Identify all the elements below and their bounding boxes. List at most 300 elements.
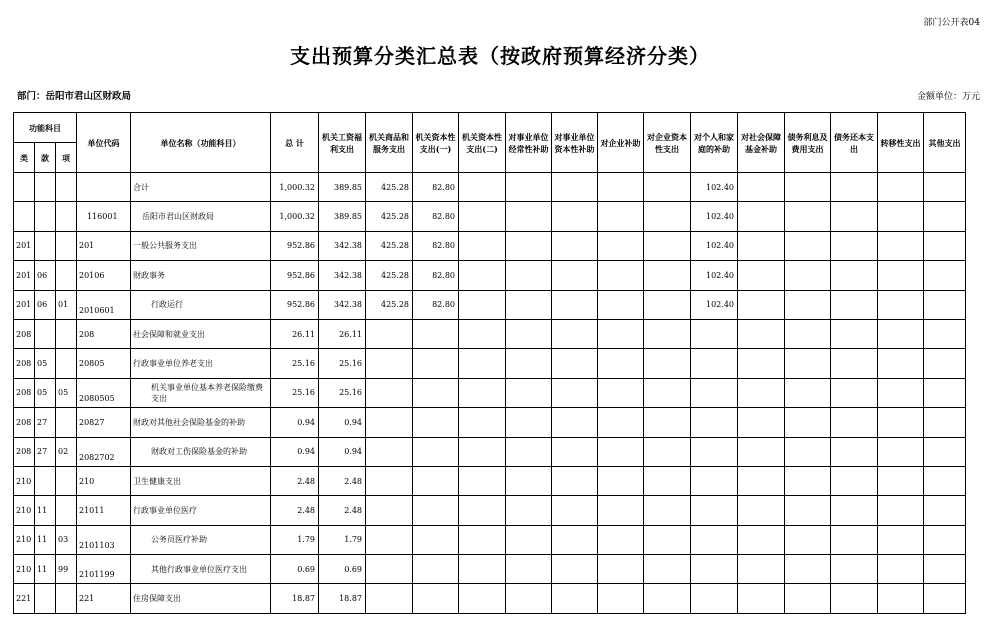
cell-c11: [785, 496, 831, 525]
cell-total: 0.94: [271, 437, 319, 466]
cell-c2: [366, 408, 413, 437]
cell-c7: [598, 319, 644, 348]
cell-code: 2010601: [77, 290, 131, 319]
cell-c4: [459, 173, 506, 202]
cell-c9: [691, 525, 738, 554]
col-header-7: 对企业补助: [598, 113, 644, 173]
col-header-1: 机关工资福利支出: [319, 113, 366, 173]
cell-c8: [644, 437, 691, 466]
cell-lei: 208: [14, 408, 35, 437]
cell-c5: [506, 378, 552, 407]
cell-code: [77, 173, 131, 202]
cell-c5: [506, 437, 552, 466]
cell-c13: [878, 261, 924, 290]
col-header-8: 对企业资本性支出: [644, 113, 691, 173]
cell-lei: 208: [14, 437, 35, 466]
cell-c11: [785, 555, 831, 584]
cell-c5: [506, 231, 552, 260]
col-header-4: 机关资本性支出(二): [459, 113, 506, 173]
cell-c4: [459, 261, 506, 290]
cell-kuan: 06: [35, 261, 56, 290]
cell-c2: [366, 466, 413, 495]
cell-c2: [366, 437, 413, 466]
cell-xiang: [56, 261, 77, 290]
cell-c12: [831, 319, 878, 348]
cell-c10: [738, 378, 785, 407]
cell-c11: [785, 349, 831, 378]
cell-c12: [831, 378, 878, 407]
cell-c12: [831, 290, 878, 319]
cell-c9: [691, 437, 738, 466]
cell-c14: [924, 290, 966, 319]
cell-c3: [413, 319, 459, 348]
cell-kuan: [35, 173, 56, 202]
cell-kuan: 11: [35, 525, 56, 554]
cell-c10: [738, 231, 785, 260]
cell-c1: 1.79: [319, 525, 366, 554]
cell-c7: [598, 231, 644, 260]
cell-c10: [738, 261, 785, 290]
cell-lei: 210: [14, 466, 35, 495]
table-row: [14, 202, 966, 231]
cell-c11: [785, 525, 831, 554]
cell-c2: 425.28: [366, 202, 413, 231]
cell-c5: [506, 202, 552, 231]
table-row: [14, 525, 966, 554]
cell-c13: [878, 290, 924, 319]
cell-c7: [598, 525, 644, 554]
cell-code: 2082702: [77, 437, 131, 466]
cell-c12: [831, 437, 878, 466]
cell-c9: [691, 349, 738, 378]
cell-c6: [552, 261, 598, 290]
table-row: [14, 319, 966, 348]
cell-c3: [413, 349, 459, 378]
cell-c7: [598, 290, 644, 319]
cell-c1: 389.85: [319, 173, 366, 202]
cell-c8: [644, 290, 691, 319]
cell-c2: 425.28: [366, 231, 413, 260]
cell-name: 卫生健康支出: [131, 466, 271, 495]
cell-c10: [738, 466, 785, 495]
cell-c13: [878, 466, 924, 495]
cell-xiang: [56, 349, 77, 378]
cell-c4: [459, 584, 506, 613]
amount-unit-label: 金额单位：万元: [916, 92, 980, 102]
cell-name: 岳阳市君山区财政局: [131, 202, 271, 231]
cell-c9: [691, 584, 738, 613]
cell-c3: [413, 555, 459, 584]
cell-c6: [552, 349, 598, 378]
cell-c8: [644, 408, 691, 437]
cell-c1: 2.48: [319, 496, 366, 525]
cell-c14: [924, 349, 966, 378]
table-row: [14, 290, 966, 319]
cell-kuan: 05: [35, 378, 56, 407]
cell-c12: [831, 466, 878, 495]
cell-c2: [366, 555, 413, 584]
cell-c10: [738, 202, 785, 231]
cell-lei: 210: [14, 525, 35, 554]
cell-c6: [552, 525, 598, 554]
col-header-3: 机关资本性支出(一): [413, 113, 459, 173]
cell-c14: [924, 231, 966, 260]
unit-name-header: 单位名称（功能科目）: [131, 113, 271, 173]
cell-c8: [644, 584, 691, 613]
cell-c8: [644, 466, 691, 495]
cell-c11: [785, 231, 831, 260]
cell-c7: [598, 378, 644, 407]
cell-c12: [831, 584, 878, 613]
cell-c4: [459, 349, 506, 378]
xiang-header: 项: [56, 143, 77, 173]
cell-c9: [691, 466, 738, 495]
cell-c6: [552, 319, 598, 348]
cell-name: 财政对其他社会保险基金的补助: [131, 408, 271, 437]
cell-c4: [459, 290, 506, 319]
cell-c8: [644, 202, 691, 231]
cell-c1: 0.69: [319, 555, 366, 584]
cell-c5: [506, 319, 552, 348]
cell-c6: [552, 231, 598, 260]
cell-c14: [924, 173, 966, 202]
cell-total: 0.94: [271, 408, 319, 437]
cell-xiang: 05: [56, 378, 77, 407]
cell-code: 201: [77, 231, 131, 260]
cell-c10: [738, 525, 785, 554]
col-header-10: 对社会保障基金补助: [738, 113, 785, 173]
cell-c3: [413, 525, 459, 554]
kuan-header: 款: [35, 143, 56, 173]
cell-c4: [459, 231, 506, 260]
cell-c6: [552, 378, 598, 407]
cell-c13: [878, 378, 924, 407]
cell-c5: [506, 261, 552, 290]
cell-kuan: 11: [35, 555, 56, 584]
cell-c13: [878, 349, 924, 378]
total-header: 总 计: [271, 113, 319, 173]
cell-c6: [552, 290, 598, 319]
cell-c8: [644, 349, 691, 378]
cell-code: 208: [77, 319, 131, 348]
cell-c6: [552, 408, 598, 437]
cell-lei: 201: [14, 261, 35, 290]
cell-c1: 0.94: [319, 408, 366, 437]
cell-c1: 342.38: [319, 290, 366, 319]
cell-c9: [691, 496, 738, 525]
cell-c12: [831, 231, 878, 260]
cell-c1: 26.11: [319, 319, 366, 348]
col-header-13: 转移性支出: [878, 113, 924, 173]
cell-c11: [785, 378, 831, 407]
cell-total: 1,000.32: [271, 173, 319, 202]
cell-code: 210: [77, 466, 131, 495]
col-header-12: 债务还本支出: [831, 113, 878, 173]
cell-c11: [785, 466, 831, 495]
cell-total: 0.69: [271, 555, 319, 584]
cell-name: 公务员医疗补助: [131, 525, 271, 554]
cell-c9: [691, 555, 738, 584]
cell-c2: [366, 496, 413, 525]
cell-c7: [598, 349, 644, 378]
cell-c12: [831, 496, 878, 525]
cell-c10: [738, 173, 785, 202]
cell-c14: [924, 496, 966, 525]
cell-kuan: 11: [35, 496, 56, 525]
cell-c9: [691, 319, 738, 348]
cell-c7: [598, 261, 644, 290]
cell-c12: [831, 555, 878, 584]
table-row: [14, 173, 966, 202]
cell-c8: [644, 496, 691, 525]
cell-xiang: 02: [56, 437, 77, 466]
cell-kuan: 05: [35, 349, 56, 378]
cell-name: 其他行政事业单位医疗支出: [131, 555, 271, 584]
cell-c10: [738, 319, 785, 348]
cell-c14: [924, 202, 966, 231]
cell-c4: [459, 437, 506, 466]
func-group-header: 功能科目: [14, 113, 77, 143]
cell-c3: 82.80: [413, 290, 459, 319]
cell-c5: [506, 525, 552, 554]
cell-c4: [459, 378, 506, 407]
cell-c5: [506, 466, 552, 495]
table-row: [14, 408, 966, 437]
table-body: [14, 173, 966, 614]
cell-c11: [785, 584, 831, 613]
cell-total: 25.16: [271, 349, 319, 378]
cell-c11: [785, 437, 831, 466]
cell-lei: [14, 202, 35, 231]
cell-c10: [738, 290, 785, 319]
cell-lei: 208: [14, 349, 35, 378]
cell-c5: [506, 584, 552, 613]
cell-name: 一般公共服务支出: [131, 231, 271, 260]
cell-c11: [785, 290, 831, 319]
cell-lei: 208: [14, 319, 35, 348]
cell-total: 18.87: [271, 584, 319, 613]
cell-kuan: [35, 231, 56, 260]
cell-kuan: 27: [35, 408, 56, 437]
cell-c7: [598, 466, 644, 495]
cell-c3: 82.80: [413, 202, 459, 231]
cell-name: 财政对工伤保险基金的补助: [131, 437, 271, 466]
cell-c7: [598, 437, 644, 466]
cell-c11: [785, 202, 831, 231]
cell-c5: [506, 408, 552, 437]
cell-c13: [878, 437, 924, 466]
cell-c6: [552, 496, 598, 525]
cell-c12: [831, 202, 878, 231]
cell-name: 社会保障和就业支出: [131, 319, 271, 348]
cell-c12: [831, 525, 878, 554]
cell-c8: [644, 319, 691, 348]
col-header-14: 其他支出: [924, 113, 966, 173]
cell-c6: [552, 584, 598, 613]
cell-c3: 82.80: [413, 173, 459, 202]
table-row: [14, 496, 966, 525]
cell-lei: [14, 173, 35, 202]
cell-c14: [924, 437, 966, 466]
cell-c1: 25.16: [319, 349, 366, 378]
cell-c2: 425.28: [366, 173, 413, 202]
cell-xiang: [56, 496, 77, 525]
cell-c8: [644, 525, 691, 554]
cell-c14: [924, 525, 966, 554]
cell-c14: [924, 319, 966, 348]
col-header-2: 机关商品和服务支出: [366, 113, 413, 173]
cell-c2: 425.28: [366, 261, 413, 290]
cell-c5: [506, 290, 552, 319]
table-row: [14, 378, 966, 407]
cell-c10: [738, 555, 785, 584]
cell-c6: [552, 202, 598, 231]
cell-c12: [831, 261, 878, 290]
cell-lei: 210: [14, 555, 35, 584]
cell-c14: [924, 261, 966, 290]
cell-c12: [831, 408, 878, 437]
department-label: 部门：岳阳市君山区财政局: [17, 91, 132, 102]
cell-total: 2.48: [271, 466, 319, 495]
cell-c13: [878, 525, 924, 554]
cell-c6: [552, 437, 598, 466]
cell-code: 116001: [77, 202, 131, 231]
cell-c9: 102.40: [691, 261, 738, 290]
cell-c12: [831, 173, 878, 202]
cell-code: 20805: [77, 349, 131, 378]
cell-total: 25.16: [271, 378, 319, 407]
cell-c2: [366, 525, 413, 554]
cell-c12: [831, 349, 878, 378]
cell-c3: [413, 437, 459, 466]
cell-c4: [459, 202, 506, 231]
cell-c2: [366, 319, 413, 348]
cell-lei: 221: [14, 584, 35, 613]
table-row: [14, 466, 966, 495]
cell-name: 住房保障支出: [131, 584, 271, 613]
unit-code-header: 单位代码: [77, 113, 131, 173]
cell-c6: [552, 173, 598, 202]
cell-c8: [644, 261, 691, 290]
cell-c10: [738, 584, 785, 613]
cell-c4: [459, 408, 506, 437]
cell-code: 2101103: [77, 525, 131, 554]
cell-code: 221: [77, 584, 131, 613]
cell-c7: [598, 408, 644, 437]
col-header-9: 对个人和家庭的补助: [691, 113, 738, 173]
cell-c7: [598, 496, 644, 525]
cell-c14: [924, 466, 966, 495]
cell-xiang: [56, 408, 77, 437]
cell-c4: [459, 319, 506, 348]
cell-c1: 2.48: [319, 466, 366, 495]
cell-c13: [878, 173, 924, 202]
cell-kuan: [35, 319, 56, 348]
cell-c9: 102.40: [691, 173, 738, 202]
cell-c13: [878, 555, 924, 584]
cell-total: 26.11: [271, 319, 319, 348]
cell-kuan: [35, 584, 56, 613]
cell-code: 21011: [77, 496, 131, 525]
cell-c1: 18.87: [319, 584, 366, 613]
cell-c11: [785, 261, 831, 290]
cell-lei: 201: [14, 290, 35, 319]
cell-c3: [413, 496, 459, 525]
cell-total: 1.79: [271, 525, 319, 554]
cell-lei: 208: [14, 378, 35, 407]
cell-code: 2080505: [77, 378, 131, 407]
cell-xiang: 03: [56, 525, 77, 554]
cell-xiang: [56, 319, 77, 348]
col-header-11: 债务利息及费用支出: [785, 113, 831, 173]
cell-name: 行政运行: [131, 290, 271, 319]
cell-lei: 210: [14, 496, 35, 525]
cell-kuan: 27: [35, 437, 56, 466]
cell-c9: 102.40: [691, 231, 738, 260]
table-row: [14, 584, 966, 613]
cell-c9: 102.40: [691, 290, 738, 319]
cell-total: 2.48: [271, 496, 319, 525]
cell-kuan: [35, 466, 56, 495]
cell-c11: [785, 319, 831, 348]
table-row: [14, 231, 966, 260]
cell-name: 合计: [131, 173, 271, 202]
cell-total: 952.86: [271, 261, 319, 290]
cell-c10: [738, 496, 785, 525]
cell-xiang: 01: [56, 290, 77, 319]
table-row: [14, 261, 966, 290]
cell-total: 952.86: [271, 231, 319, 260]
cell-c7: [598, 173, 644, 202]
col-header-6: 对事业单位资本性补助: [552, 113, 598, 173]
cell-xiang: 99: [56, 555, 77, 584]
cell-xiang: [56, 466, 77, 495]
cell-c13: [878, 408, 924, 437]
cell-c2: [366, 378, 413, 407]
cell-code: 20827: [77, 408, 131, 437]
cell-c7: [598, 202, 644, 231]
cell-c10: [738, 349, 785, 378]
cell-c2: [366, 584, 413, 613]
cell-total: 952.86: [271, 290, 319, 319]
table-row: [14, 437, 966, 466]
cell-c13: [878, 584, 924, 613]
cell-c1: 342.38: [319, 231, 366, 260]
cell-c13: [878, 496, 924, 525]
cell-c5: [506, 349, 552, 378]
cell-name: 财政事务: [131, 261, 271, 290]
cell-name: 行政事业单位医疗: [131, 496, 271, 525]
cell-c14: [924, 584, 966, 613]
lei-header: 类: [14, 143, 35, 173]
budget-table: [13, 112, 966, 614]
page-title: 支出预算分类汇总表（按政府预算经济分类）: [290, 44, 710, 68]
cell-c4: [459, 466, 506, 495]
cell-c8: [644, 231, 691, 260]
cell-c5: [506, 555, 552, 584]
cell-c5: [506, 173, 552, 202]
cell-c6: [552, 555, 598, 584]
table-row: [14, 555, 966, 584]
cell-c10: [738, 408, 785, 437]
cell-c11: [785, 408, 831, 437]
cell-kuan: [35, 202, 56, 231]
cell-lei: 201: [14, 231, 35, 260]
cell-c3: 82.80: [413, 231, 459, 260]
cell-xiang: [56, 173, 77, 202]
cell-c10: [738, 437, 785, 466]
cell-c9: [691, 408, 738, 437]
